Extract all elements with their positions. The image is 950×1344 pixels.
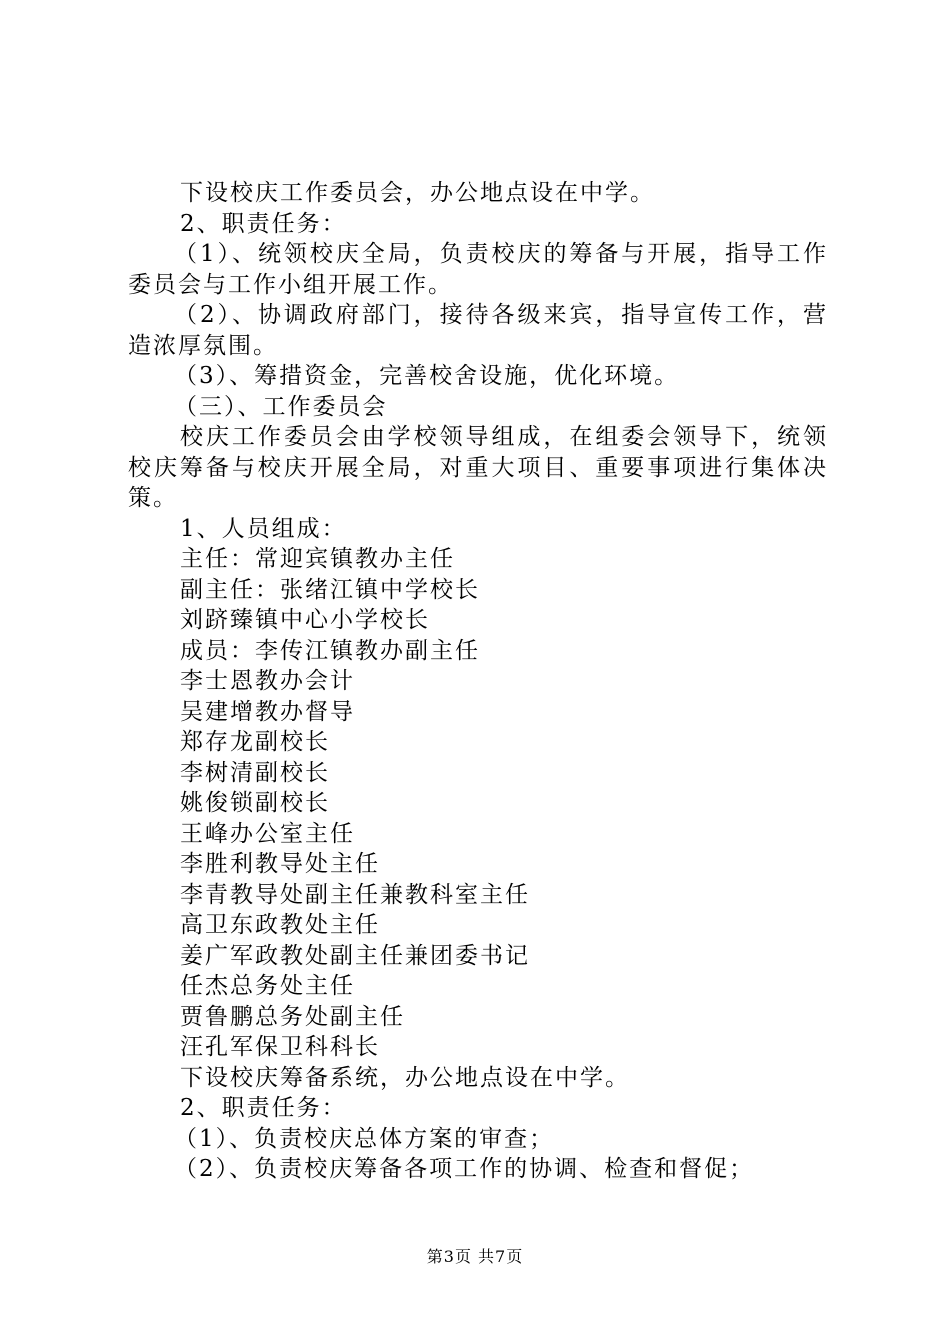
text-line: （三）、工作委员会 <box>174 393 388 420</box>
text-line: 下设校庆筹备系统，办公地点设在中学。 <box>180 1064 630 1091</box>
text-line: 郑存龙副校长 <box>180 729 330 755</box>
text-line: 李胜利教导处主任 <box>180 851 380 877</box>
text-line: 贾鲁鹏总务处副主任 <box>180 1003 405 1030</box>
text-line: 1、人员组成： <box>180 515 347 542</box>
text-line: 策。 <box>128 485 178 511</box>
text-line: 李青教导处副主任兼教科室主任 <box>180 881 530 908</box>
text-line: 委员会与工作小组开展工作。 <box>128 271 453 298</box>
text-line: 李士恩教办会计 <box>180 668 355 694</box>
text-line: 姚俊锁副校长 <box>180 790 330 816</box>
text-line: 副主任：张绪江镇中学校长 <box>180 576 480 603</box>
text-line: （2）、协调政府部门，接待各级来宾，指导宣传工作，营 <box>174 302 828 328</box>
document-body <box>128 178 828 1185</box>
text-line: 任杰总务处主任 <box>180 973 355 999</box>
text-line: 高卫东政教处主任 <box>180 912 380 938</box>
text-line: 姜广军政教处副主任兼团委书记 <box>180 942 530 969</box>
text-line: （1）、负责校庆总体方案的审查； <box>174 1125 555 1152</box>
text-line: 造浓厚氛围。 <box>128 332 278 359</box>
text-line: 2、职责任务： <box>180 1095 347 1121</box>
text-line: （1）、统领校庆全局，负责校庆的筹备与开展，指导工作 <box>174 241 828 267</box>
text-line: 校庆工作委员会由学校领导组成，在组委会领导下，统领 <box>180 424 828 450</box>
text-line: 王峰办公室主任 <box>180 820 355 847</box>
text-line: 汪孔军保卫科科长 <box>180 1034 380 1060</box>
text-line: （2）、负责校庆筹备各项工作的协调、检查和督促； <box>174 1156 755 1182</box>
text-line: 李树清副校长 <box>180 759 330 786</box>
text-line: 主任：常迎宾镇教办主任 <box>180 546 455 572</box>
text-line: 吴建增教办督导 <box>180 698 355 725</box>
text-line: 2、职责任务： <box>180 210 347 237</box>
text-line: （3）、筹措资金，完善校舍设施，优化环境。 <box>174 363 680 389</box>
text-line: 成员：李传江镇教办副主任 <box>180 637 480 664</box>
text-line: 下设校庆工作委员会，办公地点设在中学。 <box>180 180 655 206</box>
page-footer: 第3页 共7页 <box>426 1247 524 1266</box>
text-line: 刘跻臻镇中心小学校长 <box>180 607 430 633</box>
text-line: 校庆筹备与校庆开展全局，对重大项目、重要事项进行集体决 <box>128 454 828 481</box>
